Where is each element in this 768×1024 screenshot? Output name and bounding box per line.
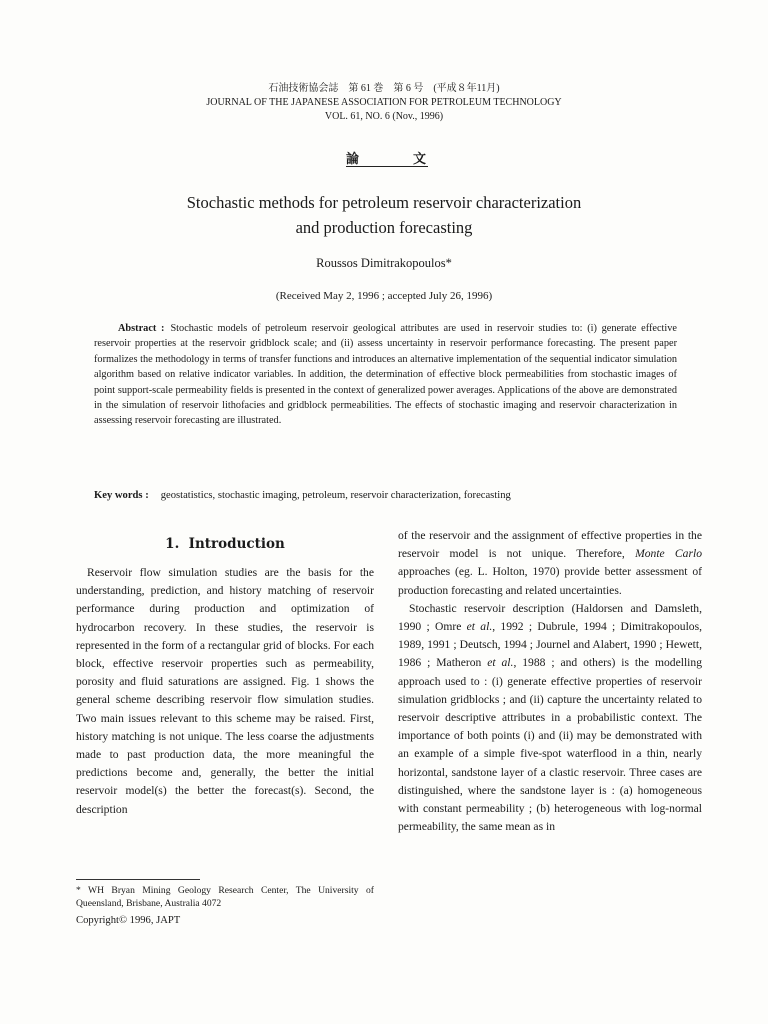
text-run: , 1992 ; Dubrule, 1994 ; Dimitrakopoulos, 1989, 1991 ; Deutsch, 1994 ; Journel and Alabert, 1990 ; Hewett, 1986 ; Matheron bbox=[398, 620, 702, 670]
article-category-label: 論文 bbox=[346, 152, 428, 167]
paragraph-stochastic bbox=[398, 600, 702, 837]
keywords-text: geostatistics, stochastic imaging, petroleum, reservoir characterization, forecasting bbox=[160, 490, 511, 501]
journal-name-japanese: 石油技術協会誌 第 61 巻 第 6 号 (平成８年11月) bbox=[268, 83, 500, 94]
journal-name-english: JOURNAL OF THE JAPANESE ASSOCIATION FOR PETROLEUM TECHNOLOGY bbox=[206, 97, 562, 108]
keywords bbox=[94, 490, 677, 501]
title-line-1: Stochastic methods for petroleum reservoir characterization bbox=[186, 193, 582, 212]
section-title: Introduction bbox=[188, 536, 285, 552]
text-run: , 1988 ; and others) is the modelling approach used to : (i) generate effective properties of reservoir simulation gridblocks ; and (ii) capture the uncertainty related to reservoir descriptive attributes in a probabilistic context. The importance of both points (i) and (ii) may be demonstrated with an example of a simple five-spot waterflood in a thin, nearly horizontal, sandstone layer of a clastic reservoir. Three cases are distinguished, where the sandstone layer is : (a) homogeneous with constant permeability ; (b) heterogeneous with log-normal permeability, the same mean as in bbox=[398, 656, 702, 834]
paragraph-intro: Reservoir flow simulation studies are the basis for the understanding, prediction, and history matching of reservoir performance during production and optimization of hydrocarbon recovery. In these studies, the reservoir is represented in the form of a rectangular grid of blocks. For each block, effective reservoir properties such as permeability, porosity and fluid saturations are assigned. Fig. 1 shows the general scheme describing reservoir flow simulation studies. Two main issues relevant to this scheme may be raised. First, history matching is not unique. The less coarse the adjustments made to past production data, the more meaningful the predictions become and, generally, the better the initial reservoir model(s) the better the forecast(s). Second, the description bbox=[76, 566, 374, 816]
paper-title bbox=[0, 190, 768, 240]
journal-volume: VOL. 61, NO. 6 (Nov., 1996) bbox=[324, 111, 444, 122]
paragraph-continued bbox=[398, 527, 702, 600]
received-dates: (Received May 2, 1996 ; accepted July 26, 1996) bbox=[275, 290, 493, 302]
keywords-label: Key words : bbox=[94, 490, 149, 501]
italic-term: Monte Carlo bbox=[635, 547, 702, 561]
author-name: Roussos Dimitrakopoulos* bbox=[316, 256, 452, 270]
footnote-divider bbox=[76, 879, 200, 880]
abstract-text: Stochastic models of petroleum reservoir geological attributes are used in reservoir studies to: (i) generate effective reservoir properties at the reservoir gridblock scale; and (ii) assess uncertainty in reservoir performance forecasting. The present paper formalizes the methodology in terms of transfer functions and introduces an alternative implementation of the sequential indicator simulation algorithm based on relative indicator variables. In addition, the determination of effective block permeabilities from stochastic images of point support-scale permeability fields is presented in the context of generalized power averages. Applications of the above are demonstrated in the simulation of reservoir lithofacies and gridblock permeabilities. The effects of stochastic imaging and reservoir characterization in assessing reservoir forecasting are illustrated. bbox=[94, 323, 677, 427]
title-line-2: and production forecasting bbox=[295, 218, 473, 237]
author-affiliation-footnote: * WH Bryan Mining Geology Research Center, The University of Queensland, Brisbane, Australia 4072 bbox=[76, 885, 374, 909]
text-run: Stochastic reservoir description (Haldorsen and Damsleth, 1990 ; Omre bbox=[398, 601, 702, 634]
abstract-label: Abstract : bbox=[118, 323, 165, 334]
journal-header bbox=[0, 82, 768, 124]
body-column-right bbox=[398, 527, 702, 836]
category-underline bbox=[346, 166, 428, 167]
section-number: 1. bbox=[165, 536, 180, 552]
italic-etal: et al. bbox=[466, 620, 493, 634]
italic-etal: et al. bbox=[487, 656, 514, 670]
text-run: of the reservoir and the assignment of effective properties in the reservoir model is not unique. Therefore, bbox=[398, 529, 702, 561]
section-heading-introduction bbox=[76, 536, 374, 552]
copyright-notice: Copyright© 1996, JAPT bbox=[76, 915, 181, 926]
abstract bbox=[94, 321, 677, 429]
text-run: approaches (eg. L. Holton, 1970) provide better assessment of production forecasting and related uncertainties. bbox=[398, 565, 702, 597]
body-column-left bbox=[76, 564, 374, 819]
